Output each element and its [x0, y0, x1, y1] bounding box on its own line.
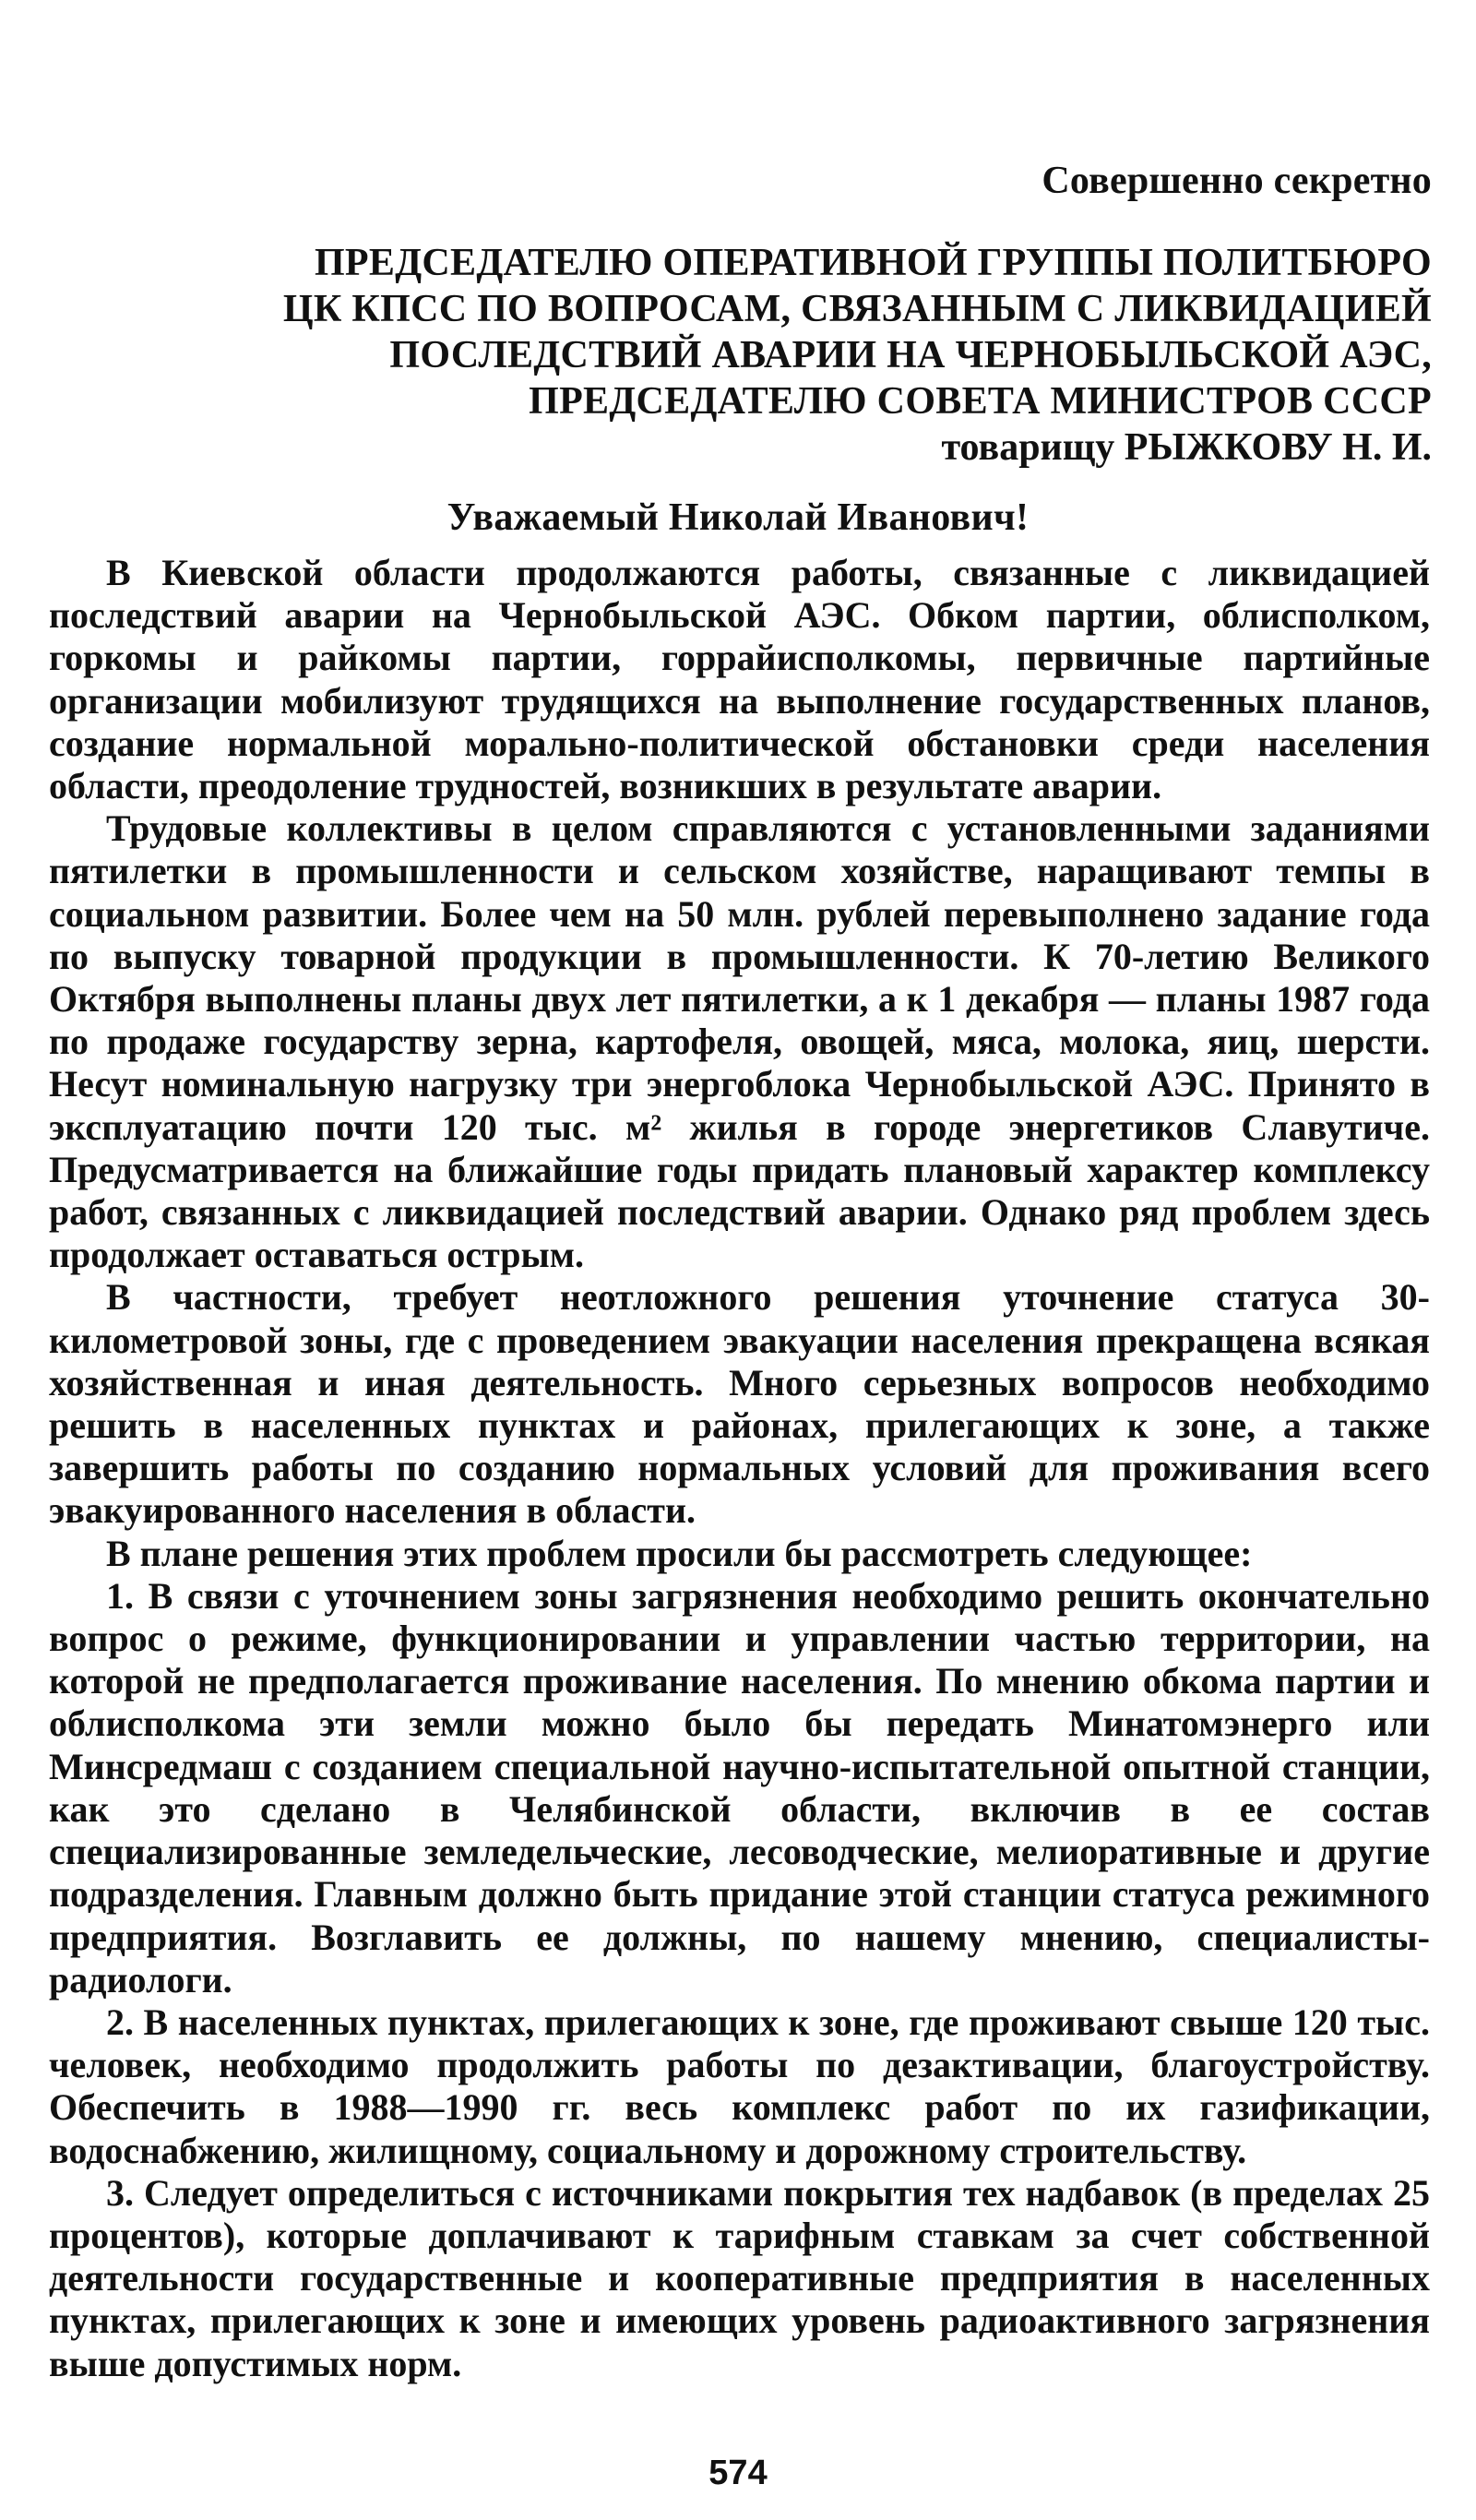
- page-number: 574: [708, 2454, 768, 2492]
- letter-body: [49, 552, 1430, 2385]
- body-paragraph: В Киевской области продолжаются работы, связанные с ликвидацией последствий аварии на Чернобыльской АЭС. Обком партии, облисполком, горкомы и райкомы партии, горрайисполкомы, первичные партийные организации мобилизуют трудящихся на выполнение государственных планов, создание нормальной морально-политической обстановки среди населения области, преодоление трудностей, возникших в результате аварии.: [49, 552, 1430, 807]
- salutation: Уважаемый Николай Иванович!: [446, 496, 1030, 539]
- body-paragraph: Трудовые коллективы в целом справляются с установленными заданиями пятилетки в промышленности и сельском хозяйстве, наращивают темпы в социальном развитии. Более чем на 50 млн. рублей перевыполнено задание года по выпуску товарной продукции в промышленности. К 70-летию Великого Октября выполнены планы двух лет пятилетки, а к 1 декабря — планы 1987 года по продаже государству зерна, картофеля, овощей, мяса, молока, яиц, шерсти. Несут номинальную нагрузку три энергоблока Чернобыльской АЭС. Принято в эксплуатацию почти 120 тыс. м² жилья в городе энергетиков Славутиче. Предусматривается на ближайшие годы придать плановый характер комплексу работ, связанных с ликвидацией последствий аварии. Однако ряд проблем здесь продолжает оставаться острым.: [49, 807, 1430, 1276]
- body-paragraph: 1. В связи с уточнением зоны загрязнения необходимо решить окончательно вопрос о режиме, функционировании и управлении частью территории, на которой не предполагается проживание населения. По мнению обкома партии и облисполкома эти земли можно было бы передать Минатомэнерго или Минсредмаш с созданием специальной научно-испытательной опытной станции, как это сделано в Челябинской области, включив в ее состав специализированные земледельческие, лесоводческие, мелиоративные и другие подразделения. Главным должно быть придание этой станции статуса режимного предприятия. Возглавить ее должны, по нашему мнению, специалисты-радиологи.: [49, 1574, 1430, 2000]
- addressee-block: [48, 240, 1432, 471]
- body-paragraph: В плане решения этих проблем просили бы рассмотреть следующее:: [106, 1532, 1253, 1574]
- body-paragraph: 2. В населенных пунктах, прилегающих к зоне, где проживают свыше 120 тыс. человек, необходимо продолжить работы по дезактивации, благоустройству. Обеспечить в 1988—1990 гг. весь комплекс работ по их газификации, водоснабжению, жилищному, социальному и дорожному строительству.: [49, 2000, 1430, 2171]
- body-paragraph: 3. Следует определиться с источниками покрытия тех надбавок (в пределах 25 процентов), которые доплачивают к тарифным ставкам за счет собственной деятельности государственные и кооперативные предприятия в населенных пунктах, прилегающих к зоне и имеющих уровень радиоактивного загрязнения выше допустимых норм.: [49, 2171, 1430, 2384]
- addressee-line: ЦК КПСС ПО ВОПРОСАМ, СВЯЗАННЫМ С ЛИКВИДАЦИЕЙ: [282, 288, 1432, 330]
- body-paragraph: В частности, требует неотложного решения уточнение статуса 30-километровой зоны, где с проведением эвакуации населения прекращена всякая хозяйственная и иная деятельность. Много серьезных вопросов необходимо решить в населенных пунктах и районах, прилегающих к зоне, а также завершить работы по созданию нормальных условий для проживания всего эвакуированного населения в области.: [49, 1276, 1430, 1532]
- addressee-line: ПРЕДСЕДАТЕЛЮ СОВЕТА МИНИСТРОВ СССР: [529, 380, 1432, 423]
- addressee-line: ПРЕДСЕДАТЕЛЮ ОПЕРАТИВНОЙ ГРУППЫ ПОЛИТБЮРО: [314, 242, 1432, 284]
- classification-stamp: Совершенно секретно: [1042, 160, 1432, 202]
- addressee-person: товарищу РЫЖКОВУ Н. И.: [941, 426, 1432, 469]
- addressee-line: ПОСЛЕДСТВИЙ АВАРИИ НА ЧЕРНОБЫЛЬСКОЙ АЭС,: [389, 334, 1432, 376]
